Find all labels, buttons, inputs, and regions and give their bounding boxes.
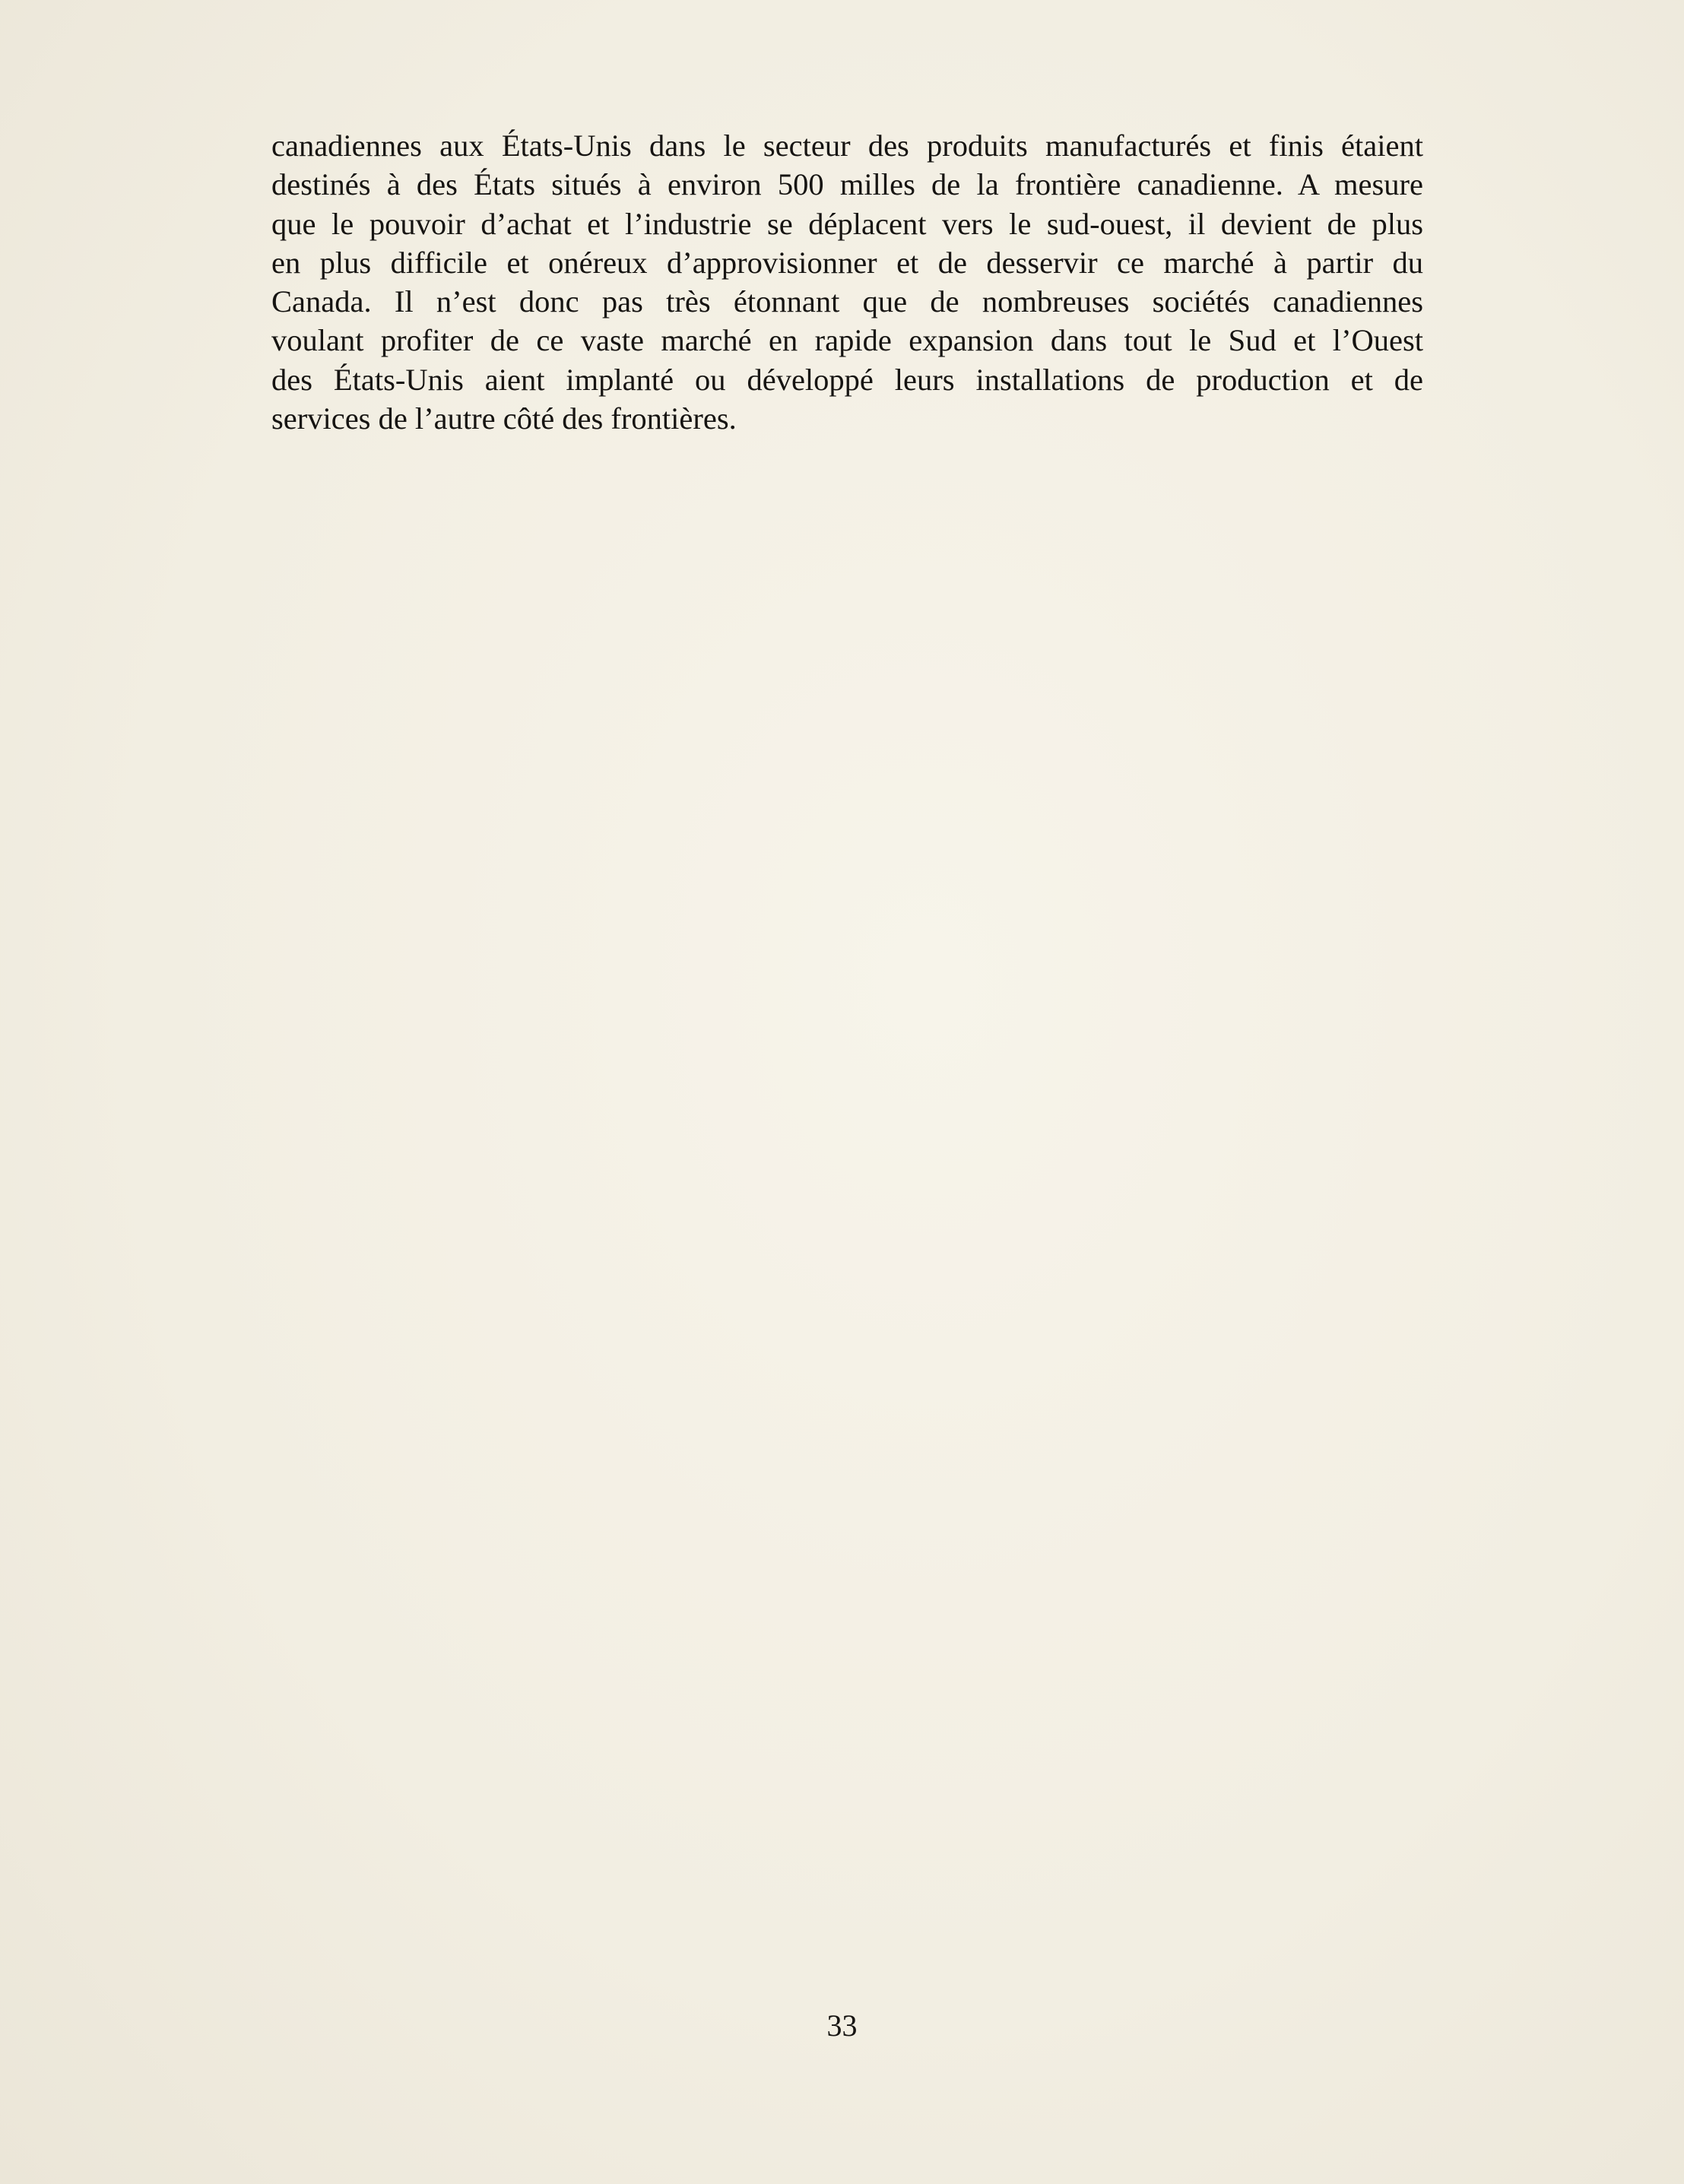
paragraph-line: des États-Unis aient implanté ou développé leurs installations de production et de: [271, 362, 1423, 397]
body-paragraph: [271, 126, 1423, 438]
paragraph-line: Canada. Il n’est donc pas très étonnant que de nombreuses sociétés canadiennes: [271, 284, 1423, 319]
paragraph-line: voulant profiter de ce vaste marché en rapide expansion dans tout le Sud et l’Ouest: [271, 323, 1423, 358]
paragraph-line: canadiennes aux États-Unis dans le secteur des produits manufacturés et finis étaient: [271, 128, 1423, 163]
page-number: 33: [826, 2008, 858, 2043]
paragraph-line: services de l’autre côté des frontières.: [271, 401, 737, 436]
paragraph-line: en plus difficile et onéreux d’approvisionner et de desservir ce marché à partir du: [271, 245, 1423, 280]
paragraph-line: que le pouvoir d’achat et l’industrie se déplacent vers le sud-ouest, il devient de plus: [271, 206, 1423, 241]
paragraph-line: destinés à des États situés à environ 500 milles de la frontière canadienne. A mesure: [271, 167, 1423, 202]
